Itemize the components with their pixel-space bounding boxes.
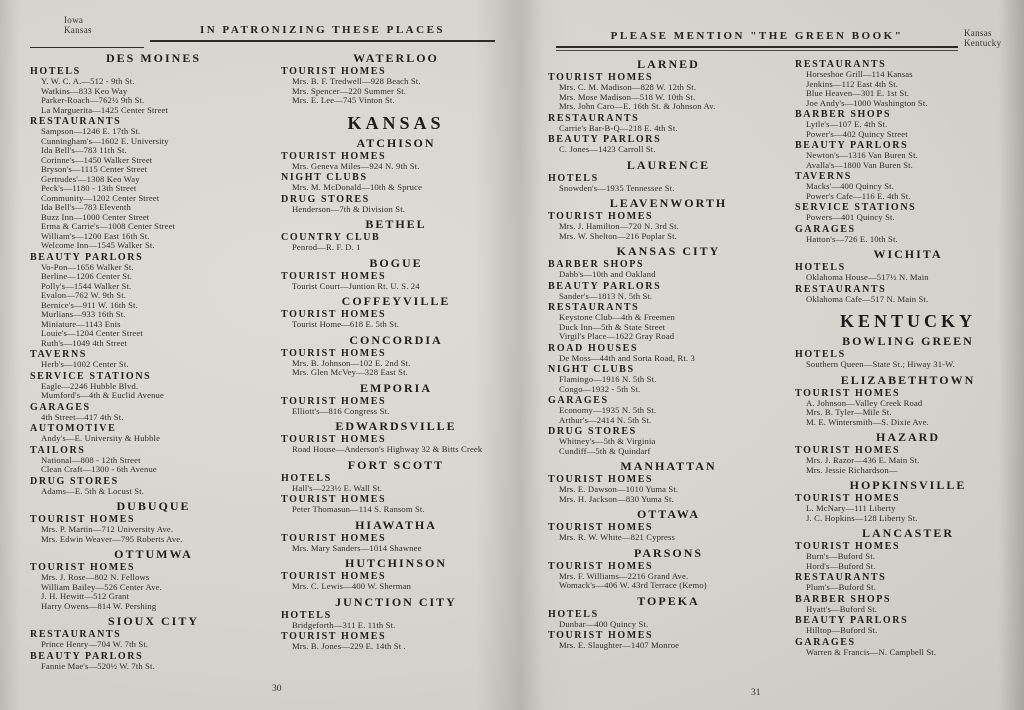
listing-entry: Mrs. B. Johnson—102 E. 2nd St.	[292, 357, 411, 368]
listing-entry: Evalon—762 W. 9th St.	[41, 290, 127, 300]
category-heading: TOURIST HOMES	[281, 395, 387, 407]
listing-entry: Henderson—7th & Division St.	[292, 203, 406, 214]
listing-entry: Mrs. F. Williams—2216 Grand Ave.	[559, 570, 689, 581]
city-heading: OTTUMWA	[114, 547, 193, 561]
city-heading: BOGUE	[369, 255, 423, 270]
category-heading: GARAGES	[548, 395, 609, 406]
listing-entry: Mrs. J. Razor—436 E. Main St.	[806, 455, 920, 465]
listing-entry: Mrs. E. Slaughter—1407 Monroe	[559, 640, 680, 650]
running-header-left: IN PATRONIZING THESE PLACES	[199, 24, 446, 36]
listing-entry: Tourist Court—Juntion Rt. U. S. 24	[292, 280, 420, 291]
listing-entry: M. E. Wintersmith—S. Dixie Ave.	[806, 416, 929, 427]
category-heading: RESTAURANTS	[30, 629, 122, 640]
listing-entry: Mrs. B. Tyler—Mile St.	[806, 407, 892, 417]
listing-entry: Flamingo—1916 N. 5th St.	[559, 374, 657, 384]
listing-entry: Mrs. W. Shelton—216 Poplar St.	[559, 230, 677, 241]
listing-entry: Cundiff—5th & Quindarf	[559, 445, 651, 456]
listing-entry: Power's Cafe—116 E. 4th St.	[806, 190, 911, 201]
listing-entry: Oklahoma Cafe—517 N. Main St.	[806, 293, 929, 304]
listing-entry: Mrs. Glen McVey—328 East St.	[292, 367, 408, 377]
city-heading: WATERLOO	[353, 52, 439, 65]
listing-entry: Sampson—1246 E. 17th St.	[41, 126, 141, 136]
category-heading: GARAGES	[795, 636, 856, 648]
city-heading: COFFEYVILLE	[341, 294, 451, 308]
listing-entry: Murlians—933 16th St.	[41, 309, 126, 319]
city-heading: DES MOINES	[105, 52, 202, 65]
category-heading: RESTAURANTS	[795, 572, 887, 583]
listing-entry: Congo—1932 - 5th St.	[559, 383, 641, 394]
listing-entry: Erma & Carrie's—1008 Center Street	[41, 221, 176, 231]
corner-line: Iowa	[64, 15, 84, 25]
category-heading: TAVERNS	[795, 171, 852, 182]
listing-entry: J. H. Hewitt—512 Grant	[41, 591, 130, 601]
city-heading: BETHEL	[365, 217, 427, 231]
listing-entry: Adams—E. 5th & Locust St.	[41, 485, 145, 496]
corner-line: Kentucky	[964, 38, 1002, 48]
listing-entry: L. McNary—111 Liberty	[806, 503, 896, 513]
category-heading: TOURIST HOMES	[548, 474, 654, 485]
listing-entry: Dabb's—10th and Oakland	[559, 269, 656, 279]
category-heading: NIGHT CLUBS	[281, 172, 368, 183]
listing-entry: Herb's—1002 Center St.	[41, 359, 129, 369]
city-heading: LAURENCE	[626, 157, 711, 172]
city-heading: LARNED	[637, 58, 700, 71]
city-heading: KANSAS CITY	[616, 244, 721, 258]
category-heading: NIGHT CLUBS	[548, 364, 635, 375]
listing-entry: Y. W. C. A.—512 - 9th St.	[41, 76, 135, 86]
header-rule	[556, 46, 958, 48]
listing-entry: Eagle—2246 Hubble Blvd.	[41, 380, 139, 391]
category-heading: TOURIST HOMES	[281, 571, 387, 582]
listing-entry: Keystone Club—4th & Freemen	[559, 312, 675, 322]
listing-entry: Blue Heaven—301 E. 1st St.	[806, 88, 910, 98]
category-heading: HOTELS	[281, 609, 332, 621]
corner-line: Kansas	[64, 25, 92, 35]
listing-entry: Jenkins—112 East 4th St.	[806, 78, 899, 89]
category-heading: SERVICE STATIONS	[30, 370, 152, 382]
listing-entry: Polly's—1544 Walker St.	[41, 280, 132, 291]
listing-entry: Mrs. Mary Sanders—1014 Shawnee	[292, 542, 422, 553]
category-heading: BEAUTY PARLORS	[30, 251, 144, 263]
listing-entry: Mrs. Jessie Richardson—	[806, 464, 898, 475]
listing-entry: Economy—1935 N. 5th St.	[559, 405, 657, 415]
listing-column-1	[30, 52, 277, 702]
city-heading: ATCHISON	[356, 135, 436, 150]
listing-entry: Hyatt's—Buford St.	[806, 603, 878, 614]
listing-entry: Warren & Francis—N. Campbell St.	[806, 646, 937, 657]
category-heading: BEAUTY PARLORS	[548, 280, 662, 292]
header-rule	[150, 40, 495, 42]
category-heading: ROAD HOUSES	[548, 342, 639, 354]
listing-entry: National—808 - 12th Street	[41, 454, 141, 465]
city-heading: TOPEKA	[637, 593, 700, 608]
category-heading: TOURIST HOMES	[795, 493, 901, 504]
listing-column-4	[795, 58, 1021, 704]
city-heading: LEAVENWORTH	[609, 196, 728, 210]
city-heading: MANHATTAN	[620, 459, 717, 473]
category-heading: TOURIST HOMES	[281, 631, 387, 642]
listing-entry: Bryson's—1115 Center Street	[41, 164, 148, 174]
listing-entry: Fannie Mae's—520½ W. 7th St.	[41, 660, 155, 671]
city-heading: ELIZABETHTOWN	[840, 372, 976, 387]
listing-entry: Dunbar—400 Quincy St.	[559, 618, 649, 629]
category-heading: DRUG STORES	[281, 193, 370, 205]
city-heading: LANCASTER	[861, 526, 954, 540]
corner-line: Kansas	[964, 28, 992, 38]
page-number-right: 31	[751, 688, 761, 698]
listing-entry: Penrod—R. F. D. 1	[292, 242, 361, 252]
listing-entry: 4th Street—417 4th St.	[41, 411, 124, 422]
category-heading: TOURIST HOMES	[281, 309, 387, 320]
category-heading: TOURIST HOMES	[281, 532, 387, 544]
listing-entry: Joe Andy's—1000 Washington St.	[806, 97, 928, 108]
listing-entry: Bridgeforth—311 E. 11th St.	[292, 619, 396, 630]
listing-entry: Andy's—E. University & Hubble	[41, 433, 161, 443]
listing-entry: Avalla's—1800 Van Buren St.	[806, 159, 913, 170]
listing-entry: Harry Owens—814 W. Pershing	[41, 600, 157, 611]
category-heading: HOTELS	[548, 608, 599, 620]
category-heading: DRUG STORES	[548, 426, 637, 437]
listing-entry: Mrs. Spencer—220 Summer St.	[292, 85, 407, 96]
category-heading: TOURIST HOMES	[30, 562, 136, 573]
listing-entry: Newton's—1316 Van Buren St.	[806, 150, 918, 160]
listing-entry: Mrs. E. Dawson—1010 Yuma St.	[559, 484, 679, 494]
city-heading: HIAWATHA	[355, 517, 437, 532]
city-heading: HUTCHINSON	[344, 556, 447, 570]
listing-entry: Southern Queen—State St.; Hiway 31-W.	[806, 359, 955, 369]
listing-entry: Cunningham's—1602 E. University	[41, 135, 169, 146]
listing-entry: Mrs. Geneva Miles—924 N. 9th St.	[292, 160, 420, 171]
state-corner-label-left	[64, 15, 92, 35]
listing-entry: De Moss—44th and Sorta Road, Rt. 3	[559, 352, 695, 363]
category-heading: TOURIST HOMES	[30, 514, 136, 525]
listing-entry: Carrie's Bar-B-Q—218 E. 4th St.	[559, 122, 678, 133]
category-heading: TOURIST HOMES	[281, 270, 387, 282]
listing-entry: Plum's—Buford St.	[806, 582, 876, 592]
state-heading: KENTUCKY	[839, 311, 976, 331]
listing-entry: Welcome Inn—1545 Walker St.	[41, 240, 155, 250]
category-heading: BEAUTY PARLORS	[795, 140, 909, 151]
category-heading: BARBER SHOPS	[795, 109, 892, 120]
listing-entry: Arthur's—2414 N. 5th St.	[559, 414, 652, 425]
listing-entry: Peter Thomasun—114 S. Ransom St.	[292, 504, 425, 514]
listing-entry: Elliott's—816 Congress St.	[292, 405, 390, 416]
listing-entry: Lytle's—107 E. 4th St.	[806, 119, 888, 129]
listing-entry: Duck Inn—5th & State Street	[559, 321, 666, 332]
category-heading: DRUG STORES	[30, 475, 119, 487]
listing-entry: Ida Bell's—783 11th St.	[41, 145, 127, 155]
listing-entry: Watkins—833 Keo Way	[41, 85, 128, 96]
listing-entry: Clean Craft—1300 - 6th Avenue	[41, 464, 157, 474]
category-heading: HOTELS	[281, 472, 332, 484]
listing-entry: Snowden's—1935 Tennessee St.	[559, 182, 675, 193]
category-heading: TOURIST HOMES	[281, 347, 387, 359]
category-heading: HOTELS	[548, 172, 599, 184]
listing-entry: Mrs. B. Jones—229 E. 14th St .	[292, 641, 406, 651]
category-heading: HOTELS	[30, 66, 81, 77]
category-heading: GARAGES	[30, 401, 91, 413]
city-heading: HAZARD	[875, 430, 940, 444]
listing-entry: Mrs. J. Rose—802 N. Fellows	[41, 572, 150, 582]
category-heading: RESTAURANTS	[30, 116, 122, 127]
header-rule-thin	[556, 50, 958, 51]
category-heading: TOURIST HOMES	[795, 387, 901, 399]
category-heading: TOURIST HOMES	[548, 630, 654, 641]
category-heading: TOURIST HOMES	[548, 211, 654, 222]
listing-entry: Burn's—Buford St.	[806, 551, 876, 561]
category-heading: BEAUTY PARLORS	[30, 650, 144, 662]
listing-entry: Horseshoe Grill—114 Kansas	[806, 69, 913, 79]
listing-entry: Gertrudes'—1308 Keo Way	[41, 173, 140, 184]
listing-entry: Miniature—1143 Enis	[41, 318, 121, 329]
listing-entry: Whitney's—5th & Virginia	[559, 436, 656, 446]
listing-entry: C. Jones—1423 Carroll St.	[559, 144, 656, 154]
category-heading: COUNTRY CLUB	[281, 232, 381, 243]
listing-entry: Mrs. M. McDonald—10th & Spruce	[292, 182, 423, 192]
listing-entry: Mumford's—4th & Euclid Avenue	[41, 390, 164, 400]
listing-entry: Ruth's—1049 4th Street	[41, 337, 128, 348]
listing-entry: Louie's—1204 Center Street	[41, 328, 143, 338]
listing-entry: Tourist Home—618 E. 5th St.	[292, 319, 400, 329]
listing-entry: Mrs. R. W. White—821 Cypress	[559, 532, 676, 542]
city-heading: EDWARDSVILLE	[335, 419, 457, 433]
city-heading: SIOUX CITY	[107, 614, 199, 628]
category-heading: GARAGES	[795, 223, 856, 235]
state-heading: KANSAS	[347, 112, 445, 133]
listing-entry: William's—1200 East 16th St.	[41, 230, 150, 241]
category-heading: RESTAURANTS	[548, 302, 640, 313]
listing-entry: Mrs. C. M. Madison—828 W. 12th St.	[559, 82, 697, 92]
listing-entry: J. C. Hopkins—128 Liberty St.	[806, 512, 918, 523]
category-heading: TOURIST HOMES	[548, 72, 654, 83]
listing-entry: Hord's—Buford St.	[806, 560, 876, 571]
category-heading: TAVERNS	[30, 349, 87, 360]
city-heading: OTTAWA	[636, 507, 701, 521]
listing-entry: Peck's—1180 - 13th Street	[41, 183, 137, 193]
category-heading: TOURIST HOMES	[548, 522, 654, 533]
listing-entry: Parker-Roach—762½ 9th St.	[41, 95, 145, 105]
category-heading: BEAUTY PARLORS	[795, 615, 909, 626]
listing-entry: Hilltop—Buford St.	[806, 625, 878, 635]
listing-entry: A. Johnson—Valley Creek Road	[806, 397, 923, 408]
category-heading: RESTAURANTS	[795, 59, 887, 70]
running-header-right: PLEASE MENTION "THE GREEN BOOK"	[610, 30, 904, 42]
listing-column-3	[548, 58, 789, 704]
city-heading: EMPORIA	[360, 380, 432, 395]
listing-entry: Mrs. C. Lewis—400 W. Sherman	[292, 581, 412, 591]
category-heading: TOURIST HOMES	[281, 66, 387, 77]
category-heading: TOURIST HOMES	[281, 150, 387, 162]
listing-entry: Buzz Inn—1000 Center Street	[41, 211, 150, 222]
listing-entry: Macks'—400 Quincy St.	[806, 181, 895, 191]
city-heading: DUBUQUE	[116, 499, 191, 513]
city-heading: FORT SCOTT	[347, 457, 445, 472]
listing-entry: Ida Bell's—783 Eleventh	[41, 202, 131, 212]
category-heading: TOURIST HOMES	[548, 560, 654, 572]
listing-entry: Mrs. H. Jackson—830 Yuma St.	[559, 493, 674, 504]
listing-entry: Mrs. John Caro—E. 16th St. & Johnson Av.	[559, 101, 716, 111]
listing-entry: Corinne's—1450 Walker Street	[41, 154, 153, 165]
category-heading: HOTELS	[795, 262, 846, 273]
category-heading: SERVICE STATIONS	[795, 202, 917, 213]
header-rule-short	[30, 47, 144, 48]
category-heading: RESTAURANTS	[795, 283, 887, 295]
listing-entry: Power's—402 Quincy Street	[806, 128, 908, 139]
category-heading: TOURIST HOMES	[281, 434, 387, 445]
listing-entry: Vo-Pon—1656 Walker St.	[41, 261, 134, 272]
state-corner-label-right	[964, 28, 1001, 48]
city-heading: PARSONS	[633, 545, 704, 560]
listing-entry: Bernice's—911 W. 16th St.	[41, 299, 138, 310]
category-heading: HOTELS	[795, 349, 846, 360]
listing-entry: Mrs. Mose Madison—518 W. 10th St.	[559, 91, 696, 102]
listing-entry: Hall's—223½ E. Wall St.	[292, 482, 383, 493]
listing-entry: Sander's—1813 N. 5th St.	[559, 290, 653, 301]
listing-entry: Mrs. E. Lee—745 Vinton St.	[292, 95, 395, 105]
category-heading: TOURIST HOMES	[795, 445, 901, 456]
category-heading: BEAUTY PARLORS	[548, 134, 662, 145]
city-heading: CONCORDIA	[349, 332, 443, 347]
category-heading: BARBER SHOPS	[548, 259, 645, 270]
category-heading: BARBER SHOPS	[795, 593, 892, 605]
city-heading: WICHITA	[873, 247, 943, 261]
listing-entry: Road House—Anderson's Highway 32 & Bitts Creek	[292, 444, 483, 454]
listing-entry: Mrs. B. F. Tredwell—928 Beach St.	[292, 76, 421, 86]
category-heading: AUTOMOTIVE	[30, 423, 117, 434]
city-heading: BOWLING GREEN	[842, 334, 974, 348]
listing-entry: Prince Henry—704 W. 7th St.	[41, 639, 149, 649]
city-heading: HOPKINSVILLE	[849, 478, 967, 492]
listing-entry: Womack's—406 W. 43rd Terrace (Kemo)	[559, 580, 707, 590]
listing-column-2	[281, 52, 511, 702]
listing-entry: Berline—1206 Center St.	[41, 271, 133, 281]
category-heading: TOURIST HOMES	[281, 494, 387, 505]
listing-entry: La Marguerita—1425 Center Street	[41, 104, 169, 115]
listing-entry: Oklahoma House—517½ N. Main	[806, 272, 929, 282]
listing-entry: William Bailey—526 Center Ave.	[41, 581, 162, 592]
listing-entry: Powers—401 Quincy St.	[806, 212, 895, 222]
listing-entry: Mrs. Edwin Weaver—795 Roberts Ave.	[41, 533, 183, 544]
listing-entry: Mrs. P. Martin—712 University Ave.	[41, 524, 174, 534]
page-number-left: 30	[272, 684, 282, 694]
city-heading: JUNCTION CITY	[335, 594, 457, 609]
category-heading: TAILORS	[30, 444, 86, 456]
category-heading: RESTAURANTS	[548, 112, 640, 124]
listing-entry: Community—1202 Center Street	[41, 192, 160, 203]
listing-entry: Mrs. J. Hamilton—720 N. 3rd St.	[559, 221, 679, 231]
listing-entry: Virgil's Place—1622 Gray Road	[559, 331, 675, 341]
listing-entry: Hatton's—726 E. 10th St.	[806, 233, 898, 244]
category-heading: TOURIST HOMES	[795, 541, 901, 552]
